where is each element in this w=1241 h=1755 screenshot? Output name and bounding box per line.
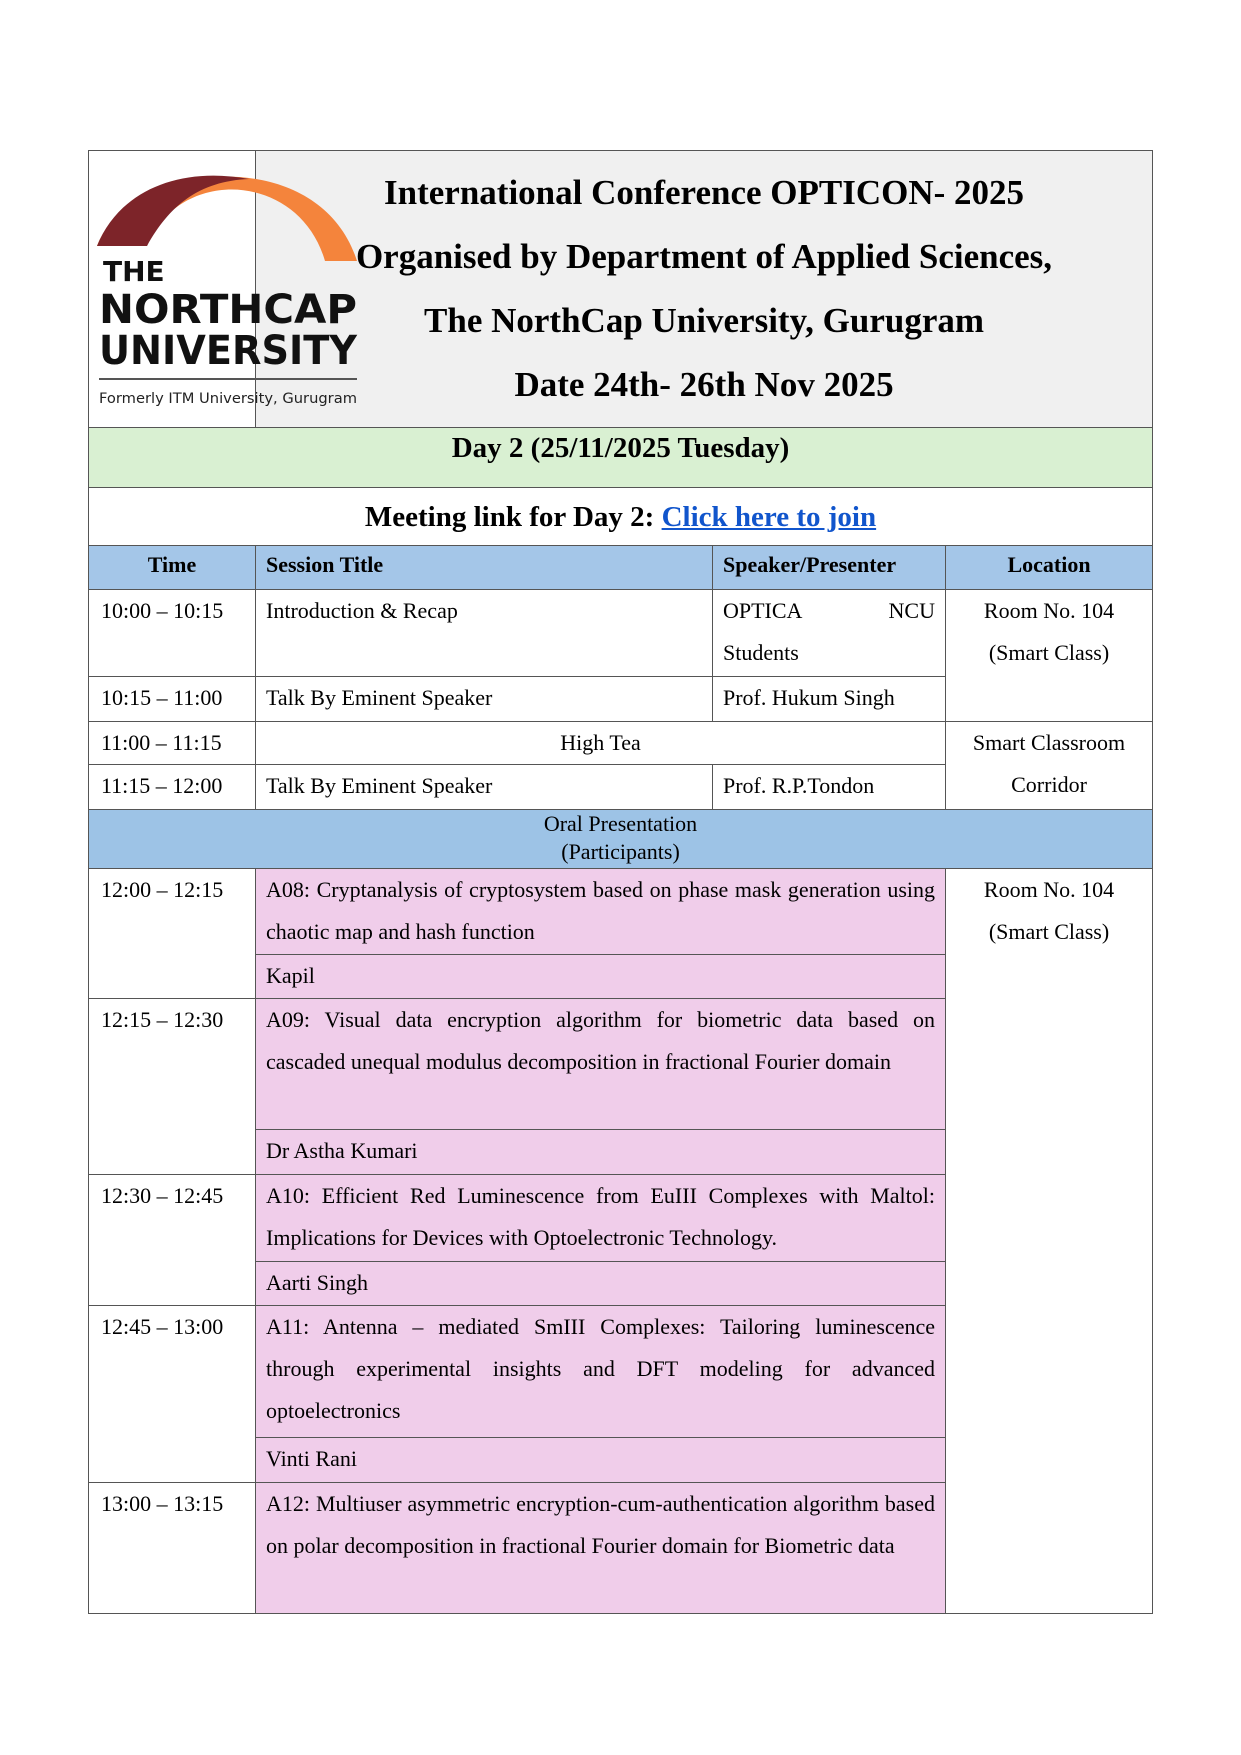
oral-presentation-header	[89, 810, 1153, 869]
table-row	[89, 722, 1153, 765]
time-cell: 12:45 – 13:00	[89, 1306, 256, 1483]
presenter-name: Aarti Singh	[256, 1262, 946, 1306]
join-meeting-link[interactable]: Click here to join	[661, 500, 877, 533]
conference-title: International Conference OPTICON- 2025	[384, 173, 1025, 212]
speaker-cell: Prof. Hukum Singh	[713, 677, 946, 722]
break-title: High Tea	[256, 722, 946, 765]
svg-text:THE: THE	[103, 255, 165, 288]
time-cell: 11:15 – 12:00	[89, 765, 256, 810]
paper-title: A08: Cryptanalysis of cryptosystem based on phase mask generation using chaotic map and hash function	[256, 869, 946, 955]
speaker-cell: Prof. R.P.Tondon	[713, 765, 946, 810]
paper-title: A12: Multiuser asymmetric encryption-cum-authentication algorithm based on polar decomposition in fractional Fourier domain for Biometric data	[256, 1483, 946, 1614]
university-logo	[89, 151, 358, 428]
svg-text:Formerly ITM University, Gurug: Formerly ITM University, Gurugram	[99, 391, 357, 407]
time-cell: 13:00 – 13:15	[89, 1483, 256, 1614]
column-header-location: Location	[946, 546, 1153, 590]
time-cell: 12:15 – 12:30	[89, 999, 256, 1175]
column-header-time: Time	[89, 546, 256, 590]
paper-title: A10: Efficient Red Luminescence from EuIII Complexes with Maltol: Implications for Devices with Optoelectronic Technology.	[256, 1175, 946, 1262]
location-cell: Room No. 104 (Smart Class)	[946, 590, 1153, 722]
session-title: Introduction & Recap	[256, 590, 713, 677]
time-cell: 11:00 – 11:15	[89, 722, 256, 765]
day-title: Day 2 (25/11/2025 Tuesday)	[89, 428, 1153, 488]
schedule-table	[88, 150, 1153, 1614]
oral-title: Oral Presentation	[543, 811, 698, 836]
svg-text:UNIVERSITY: UNIVERSITY	[99, 328, 358, 374]
time-cell: 10:00 – 10:15	[89, 590, 256, 677]
time-cell: 12:30 – 12:45	[89, 1175, 256, 1306]
paper-title: A09: Visual data encryption algorithm for biometric data based on cascaded unequal modulus decomposition in fractional Fourier domain	[256, 999, 946, 1130]
oral-subtitle: (Participants)	[561, 839, 680, 864]
svg-text:NORTHCAP: NORTHCAP	[99, 287, 357, 333]
presenter-name: Vinti Rani	[256, 1438, 946, 1483]
location-cell: Smart Classroom Corridor	[946, 722, 1153, 810]
location-cell: Room No. 104 (Smart Class)	[946, 869, 1153, 1614]
paper-title: A11: Antenna – mediated SmIII Complexes: Tailoring luminescence through experimental insights and DFT modeling for advanced optoelectronics	[256, 1306, 946, 1438]
conference-header	[256, 151, 1153, 428]
presenter-name: Kapil	[256, 955, 946, 999]
speaker-cell: OPTICA NCU Students	[713, 590, 946, 677]
session-title: Talk By Eminent Speaker	[256, 677, 713, 722]
university-line: The NorthCap University, Gurugram	[424, 301, 985, 340]
meeting-link-row	[89, 488, 1153, 546]
organiser-line: Organised by Department of Applied Sciences,	[355, 237, 1053, 276]
table-row	[89, 590, 1153, 677]
table-row	[89, 869, 1153, 955]
meeting-label: Meeting link for Day 2:	[364, 500, 662, 533]
column-header-session: Session Title	[256, 546, 713, 590]
presenter-name: Dr Astha Kumari	[256, 1130, 946, 1175]
date-line: Date 24th- 26th Nov 2025	[514, 365, 894, 404]
session-title: Talk By Eminent Speaker	[256, 765, 713, 810]
column-header-speaker: Speaker/Presenter	[713, 546, 946, 590]
time-cell: 10:15 – 11:00	[89, 677, 256, 722]
time-cell: 12:00 – 12:15	[89, 869, 256, 999]
